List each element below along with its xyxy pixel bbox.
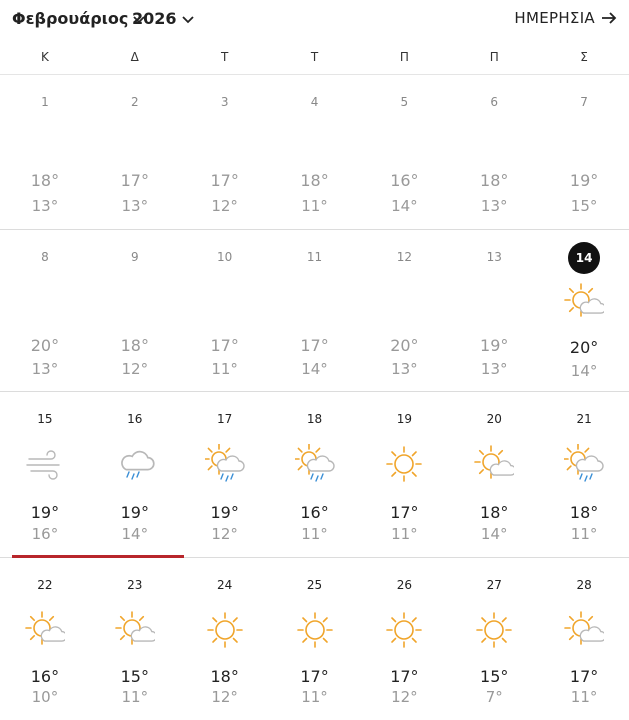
sun-cloud-rain-icon — [295, 444, 335, 484]
weekday-label: Τ — [220, 50, 229, 64]
calendar-day[interactable] — [180, 558, 270, 720]
weekday-label: Σ — [580, 50, 588, 64]
high-temperature: 17° — [210, 336, 239, 355]
day-number: 21 — [576, 412, 592, 426]
low-temperature: 14° — [570, 362, 598, 380]
low-temperature: 11° — [301, 197, 328, 215]
high-temperature: 18° — [480, 503, 509, 522]
low-temperature: 15° — [570, 197, 598, 215]
day-number: 13 — [486, 250, 502, 264]
day-number: 15 — [37, 412, 53, 426]
low-temperature: 11° — [570, 525, 598, 543]
month-label: Φεβρουάριος — [12, 9, 129, 28]
weekday-header-row — [0, 44, 629, 75]
calendar-day-today[interactable] — [539, 230, 629, 391]
high-temperature: 18° — [30, 171, 60, 190]
calendar-day[interactable] — [0, 230, 90, 391]
calendar-day[interactable] — [539, 392, 629, 557]
day-number: 28 — [576, 578, 592, 592]
day-number: 2 — [130, 95, 139, 109]
high-temperature: 18° — [300, 171, 329, 190]
day-number: 7 — [580, 95, 588, 109]
low-temperature: 13° — [121, 197, 149, 215]
calendar-day[interactable] — [449, 75, 539, 229]
high-temperature: 18° — [569, 503, 599, 522]
day-number: 24 — [217, 578, 233, 592]
day-number: 1 — [41, 95, 49, 109]
calendar-day[interactable] — [90, 558, 180, 720]
calendar-day[interactable] — [359, 558, 449, 720]
low-temperature: 11° — [391, 525, 418, 543]
weekday-label: Κ — [40, 50, 49, 64]
low-temperature: 12° — [211, 197, 238, 215]
calendar-day[interactable] — [359, 230, 449, 391]
week-row — [0, 75, 629, 230]
low-temperature: 13° — [31, 197, 59, 215]
high-temperature: 17° — [210, 171, 239, 190]
partly-cloudy-icon — [115, 610, 155, 650]
low-temperature: 11° — [301, 688, 328, 706]
calendar-day[interactable] — [0, 392, 90, 557]
partly-cloudy-icon — [564, 282, 604, 322]
sun-icon — [205, 610, 245, 650]
week-row — [0, 558, 629, 720]
high-temperature: 18° — [480, 171, 509, 190]
low-temperature: 14° — [391, 197, 418, 215]
high-temperature: 19° — [120, 503, 149, 522]
day-number: 25 — [306, 578, 323, 592]
weekday-label: Τ — [310, 50, 319, 64]
partly-cloudy-icon — [474, 444, 514, 484]
high-temperature: 20° — [390, 336, 419, 355]
weekday-label: Π — [399, 50, 409, 64]
daily-view-link[interactable] — [514, 9, 617, 27]
sun-icon — [474, 610, 514, 650]
calendar-header — [0, 0, 629, 40]
day-number: 9 — [130, 250, 139, 264]
calendar-day[interactable] — [539, 558, 629, 720]
high-temperature: 18° — [120, 336, 149, 355]
day-number: 16 — [127, 412, 143, 426]
today-day-number: 14 — [568, 242, 600, 274]
calendar-day[interactable] — [359, 75, 449, 229]
low-temperature: 12° — [121, 360, 149, 378]
high-temperature: 17° — [300, 336, 329, 355]
day-number: 3 — [220, 95, 229, 109]
sun-icon — [295, 610, 335, 650]
calendar-day[interactable] — [449, 230, 539, 391]
calendar-day[interactable] — [180, 230, 270, 391]
day-number: 26 — [396, 578, 412, 592]
high-temperature: 19° — [30, 503, 60, 522]
partly-cloudy-icon — [564, 610, 604, 650]
day-number: 23 — [127, 578, 143, 592]
low-temperature: 11° — [570, 688, 598, 706]
day-number: 12 — [396, 250, 412, 264]
low-temperature: 12° — [211, 688, 238, 706]
calendar-day[interactable] — [449, 558, 539, 720]
high-temperature: 17° — [390, 667, 419, 686]
high-temperature: 19° — [480, 336, 509, 355]
low-temperature: 14° — [121, 525, 149, 543]
day-number: 5 — [400, 95, 409, 109]
calendar-day[interactable] — [90, 392, 180, 557]
sun-icon — [384, 444, 424, 484]
low-temperature: 14° — [301, 360, 328, 378]
calendar-day[interactable] — [270, 75, 360, 229]
daily-view-label: ΗΜΕΡΗΣΙΑ — [514, 9, 595, 27]
sun-cloud-rain-icon — [205, 444, 245, 484]
low-temperature: 14° — [480, 525, 508, 543]
day-number: 20 — [486, 412, 502, 426]
day-number: 11 — [306, 250, 323, 264]
calendar-day[interactable] — [180, 75, 270, 229]
calendar-day[interactable] — [180, 392, 270, 557]
low-temperature: 11° — [301, 525, 328, 543]
day-number: 27 — [486, 578, 502, 592]
high-temperature: 19° — [210, 503, 239, 522]
sun-cloud-rain-icon — [564, 444, 604, 484]
sun-icon — [384, 610, 424, 650]
high-temperature: 20° — [30, 336, 60, 355]
wind-icon — [25, 444, 65, 484]
low-temperature: 11° — [121, 688, 149, 706]
low-temperature: 13° — [391, 360, 418, 378]
high-temperature: 17° — [300, 667, 329, 686]
low-temperature: 13° — [480, 360, 508, 378]
year-label: 2026 — [132, 9, 177, 28]
day-number: 6 — [490, 95, 499, 109]
calendar-day[interactable] — [270, 230, 360, 391]
calendar-day[interactable] — [359, 392, 449, 557]
low-temperature: 13° — [31, 360, 59, 378]
arrow-right-icon — [601, 11, 617, 25]
low-temperature: 13° — [480, 197, 508, 215]
day-number: 10 — [217, 250, 233, 264]
high-temperature: 16° — [300, 503, 329, 522]
high-temperature: 16° — [30, 667, 60, 686]
day-number: 19 — [396, 412, 412, 426]
calendar-day[interactable] — [449, 392, 539, 557]
chevron-down-icon — [181, 12, 195, 26]
high-temperature: 18° — [210, 667, 239, 686]
day-number: 8 — [41, 250, 49, 264]
day-number: 22 — [37, 578, 53, 592]
high-temperature: 17° — [120, 171, 149, 190]
high-temperature: 20° — [569, 338, 599, 357]
high-temperature: 19° — [569, 171, 599, 190]
calendar-day[interactable] — [270, 392, 360, 557]
day-number: 4 — [310, 95, 319, 109]
low-temperature: 11° — [211, 360, 238, 378]
high-temperature: 17° — [390, 503, 419, 522]
partly-cloudy-icon — [25, 610, 65, 650]
low-temperature: 7° — [485, 688, 503, 706]
low-temperature: 16° — [31, 525, 59, 543]
low-temperature: 10° — [31, 688, 59, 706]
high-temperature: 16° — [390, 171, 419, 190]
high-temperature: 15° — [480, 667, 509, 686]
day-number: 17 — [217, 412, 233, 426]
high-temperature: 17° — [569, 667, 599, 686]
day-number: 18 — [306, 412, 323, 426]
calendar-day[interactable] — [0, 75, 90, 229]
weekday-label: Π — [489, 50, 499, 64]
calendar-day[interactable] — [270, 558, 360, 720]
calendar-day[interactable] — [90, 75, 180, 229]
low-temperature: 12° — [211, 525, 238, 543]
year-selector[interactable] — [132, 9, 195, 28]
week-row — [0, 230, 629, 392]
cloud-rain-icon — [115, 444, 155, 484]
calendar-day[interactable] — [539, 75, 629, 229]
selected-day-indicator — [12, 555, 184, 558]
month-selector[interactable] — [12, 9, 146, 28]
calendar-day[interactable] — [90, 230, 180, 391]
weekday-label: Δ — [130, 50, 139, 64]
low-temperature: 12° — [391, 688, 418, 706]
calendar-day[interactable] — [0, 558, 90, 720]
high-temperature: 15° — [120, 667, 149, 686]
week-row — [0, 392, 629, 558]
